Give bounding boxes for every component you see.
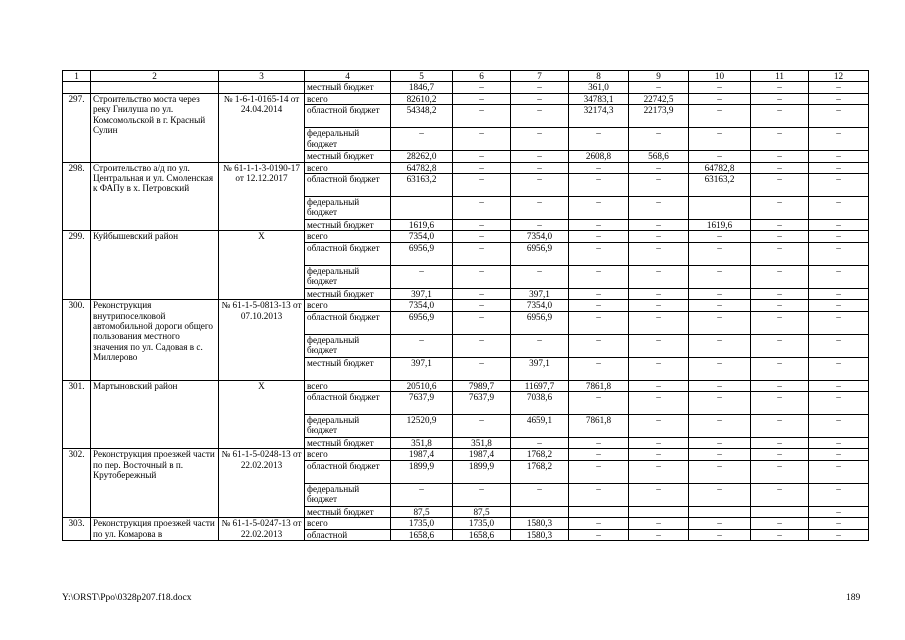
value-cell: – (629, 197, 689, 220)
value-cell: – (809, 128, 869, 151)
value-cell: – (809, 415, 869, 438)
table-row (63, 231, 869, 242)
row-number: 302. (63, 449, 91, 518)
value-cell: – (453, 483, 511, 506)
value-cell: 1619,6 (391, 220, 453, 231)
value-cell: – (511, 128, 569, 151)
header-cell: 4 (305, 71, 391, 82)
header-cell: 12 (809, 71, 869, 82)
header-cell: 8 (569, 71, 629, 82)
value-cell: – (569, 518, 629, 529)
value-cell: – (629, 265, 689, 288)
value-cell: 7038,6 (511, 392, 569, 415)
funding-source: федеральный бюджет (305, 415, 391, 438)
value-cell: – (809, 334, 869, 357)
value-cell: – (689, 300, 751, 311)
data-table (62, 70, 869, 541)
funding-source: федеральный бюджет (305, 483, 391, 506)
value-cell: – (809, 231, 869, 242)
value-cell: 7989,7 (453, 380, 511, 391)
value-cell: – (629, 392, 689, 415)
value-cell: – (809, 460, 869, 483)
object-name: Строительство а/д по ул. Центральная и ул. Смоленская к ФАПу в х. Петровский (91, 162, 219, 231)
funding-source: местный бюджет (305, 151, 391, 162)
value-cell: – (629, 460, 689, 483)
value-cell: – (511, 438, 569, 449)
object-name: Мартыновский район (91, 380, 219, 449)
value-cell: – (511, 174, 569, 197)
document-number: Х (219, 231, 305, 300)
value-cell: – (569, 392, 629, 415)
value-cell: – (751, 357, 809, 380)
value-cell: – (569, 288, 629, 299)
value-cell: – (569, 231, 629, 242)
value-cell (569, 506, 629, 517)
document-number: № 61-1-5-0248-13 от 22.02.2013 (219, 449, 305, 518)
value-cell: – (751, 82, 809, 93)
header-cell: 6 (453, 71, 511, 82)
value-cell: – (629, 380, 689, 391)
value-cell (391, 197, 453, 220)
value-cell: – (751, 311, 809, 334)
value-cell (689, 506, 751, 517)
value-cell: 568,6 (629, 151, 689, 162)
value-cell: – (569, 242, 629, 265)
value-cell: 397,1 (511, 288, 569, 299)
page-number: 189 (846, 593, 861, 603)
document-number: № 61-1-5-0247-13 от 22.02.2013 (219, 518, 305, 541)
value-cell: 6956,9 (391, 242, 453, 265)
value-cell (751, 506, 809, 517)
row-number: 299. (63, 231, 91, 300)
value-cell: 7354,0 (511, 231, 569, 242)
header-cell: 7 (511, 71, 569, 82)
value-cell (689, 197, 751, 220)
value-cell: – (453, 300, 511, 311)
funding-source: местный бюджет (305, 220, 391, 231)
value-cell: – (511, 220, 569, 231)
funding-source: местный бюджет (305, 82, 391, 93)
value-cell: 7354,0 (511, 300, 569, 311)
value-cell: 1580,3 (511, 529, 569, 540)
value-cell: – (751, 162, 809, 173)
table-row (63, 380, 869, 391)
value-cell: 6956,9 (511, 242, 569, 265)
funding-source: местный бюджет (305, 438, 391, 449)
value-cell: – (751, 288, 809, 299)
value-cell: – (629, 231, 689, 242)
value-cell: – (453, 288, 511, 299)
funding-source: всего (305, 300, 391, 311)
funding-source: всего (305, 518, 391, 529)
value-cell: 1987,4 (453, 449, 511, 460)
value-cell: – (809, 449, 869, 460)
value-cell: 1580,3 (511, 518, 569, 529)
value-cell: – (511, 197, 569, 220)
value-cell: – (751, 518, 809, 529)
value-cell: 12520,9 (391, 415, 453, 438)
value-cell: – (629, 220, 689, 231)
empty-cell (63, 82, 91, 93)
value-cell: – (629, 357, 689, 380)
value-cell: – (689, 357, 751, 380)
funding-source: местный бюджет (305, 288, 391, 299)
value-cell: – (689, 231, 751, 242)
value-cell: – (629, 300, 689, 311)
value-cell: – (809, 288, 869, 299)
value-cell: – (809, 311, 869, 334)
value-cell: – (453, 334, 511, 357)
value-cell: – (629, 415, 689, 438)
value-cell: 82610,2 (391, 93, 453, 104)
value-cell: – (453, 265, 511, 288)
value-cell: – (569, 162, 629, 173)
value-cell: – (809, 82, 869, 93)
value-cell: – (751, 380, 809, 391)
value-cell (629, 506, 689, 517)
value-cell: 7637,9 (391, 392, 453, 415)
value-cell: – (629, 449, 689, 460)
header-cell: 5 (391, 71, 453, 82)
value-cell: – (689, 449, 751, 460)
value-cell: – (751, 415, 809, 438)
funding-source: областной бюджет (305, 174, 391, 197)
value-cell: – (751, 392, 809, 415)
row-number: 301. (63, 380, 91, 449)
value-cell: – (453, 105, 511, 128)
value-cell: – (629, 311, 689, 334)
value-cell: – (689, 242, 751, 265)
table-row (63, 300, 869, 311)
funding-source: федеральный бюджет (305, 265, 391, 288)
value-cell: 54348,2 (391, 105, 453, 128)
value-cell: – (809, 380, 869, 391)
funding-source: всего (305, 449, 391, 460)
value-cell: – (751, 174, 809, 197)
funding-source: всего (305, 380, 391, 391)
value-cell: – (809, 242, 869, 265)
value-cell: – (569, 128, 629, 151)
value-cell: – (809, 174, 869, 197)
value-cell: 28262,0 (391, 151, 453, 162)
value-cell: – (689, 82, 751, 93)
value-cell: – (809, 105, 869, 128)
value-cell: – (453, 128, 511, 151)
value-cell: – (751, 334, 809, 357)
value-cell: – (751, 529, 809, 540)
value-cell: – (511, 265, 569, 288)
value-cell: 7354,0 (391, 231, 453, 242)
value-cell: – (751, 242, 809, 265)
value-cell: – (511, 483, 569, 506)
empty-cell (91, 82, 219, 93)
value-cell: – (809, 357, 869, 380)
object-name: Реконструкция внутрипоселковой автомобильной дороги общего пользования местного значения по ул. Садовая в с. Миллерово (91, 300, 219, 380)
funding-source: областной (305, 529, 391, 540)
value-cell: – (809, 529, 869, 540)
value-cell: – (629, 518, 689, 529)
value-cell: – (569, 357, 629, 380)
value-cell: – (569, 174, 629, 197)
value-cell: – (751, 460, 809, 483)
object-name: Строительство моста через реку Гнилуша по ул. Комсомольской в г. Красный Сулин (91, 93, 219, 162)
value-cell: 6956,9 (391, 311, 453, 334)
value-cell: – (453, 231, 511, 242)
value-cell: – (629, 162, 689, 173)
value-cell: 1987,4 (391, 449, 453, 460)
value-cell: – (511, 162, 569, 173)
value-cell: – (629, 128, 689, 151)
value-cell: 1735,0 (391, 518, 453, 529)
row-number: 303. (63, 518, 91, 541)
value-cell: 397,1 (391, 357, 453, 380)
value-cell: – (751, 220, 809, 231)
value-cell: 87,5 (391, 506, 453, 517)
value-cell: – (689, 265, 751, 288)
value-cell: 1899,9 (391, 460, 453, 483)
value-cell: – (391, 265, 453, 288)
value-cell: – (809, 438, 869, 449)
object-name: Реконструкция проезжей части по ул. Комарова в (91, 518, 219, 541)
value-cell: – (629, 438, 689, 449)
header-cell: 9 (629, 71, 689, 82)
value-cell: – (689, 105, 751, 128)
value-cell: – (569, 483, 629, 506)
value-cell: – (391, 483, 453, 506)
header-cell: 3 (219, 71, 305, 82)
value-cell: – (453, 357, 511, 380)
value-cell: 351,8 (453, 438, 511, 449)
value-cell: – (751, 151, 809, 162)
value-cell: – (751, 438, 809, 449)
value-cell: – (569, 334, 629, 357)
value-cell: 1619,6 (689, 220, 751, 231)
value-cell: – (689, 380, 751, 391)
value-cell: – (689, 128, 751, 151)
value-cell: – (569, 265, 629, 288)
value-cell: – (751, 265, 809, 288)
value-cell: – (689, 151, 751, 162)
value-cell: 1899,9 (453, 460, 511, 483)
value-cell: – (689, 415, 751, 438)
value-cell: – (629, 334, 689, 357)
value-cell: 87,5 (453, 506, 511, 517)
value-cell: – (809, 392, 869, 415)
row-number: 297. (63, 93, 91, 162)
funding-source: областной бюджет (305, 242, 391, 265)
value-cell: – (453, 174, 511, 197)
row-number: 300. (63, 300, 91, 380)
value-cell: 1658,6 (453, 529, 511, 540)
value-cell: 11697,7 (511, 380, 569, 391)
footer-file-path: Y:\ORST\Ppo\0328p207.f18.docx (62, 593, 192, 603)
value-cell: – (629, 483, 689, 506)
header-cell: 10 (689, 71, 751, 82)
value-cell: – (751, 483, 809, 506)
header-row (63, 71, 869, 82)
object-name: Реконструкция проезжей части по пер. Восточный в п. Крутобережный (91, 449, 219, 518)
value-cell: – (809, 300, 869, 311)
value-cell: 397,1 (391, 288, 453, 299)
value-cell: – (751, 300, 809, 311)
value-cell: 397,1 (511, 357, 569, 380)
value-cell: – (809, 483, 869, 506)
document-number: Х (219, 380, 305, 449)
funding-source: федеральный бюджет (305, 334, 391, 357)
value-cell: – (569, 300, 629, 311)
value-cell: – (751, 231, 809, 242)
value-cell: – (453, 162, 511, 173)
value-cell: – (391, 334, 453, 357)
value-cell: – (453, 220, 511, 231)
header-cell: 1 (63, 71, 91, 82)
funding-source: всего (305, 231, 391, 242)
value-cell: 63163,2 (689, 174, 751, 197)
value-cell: – (569, 197, 629, 220)
funding-source: федеральный бюджет (305, 128, 391, 151)
value-cell: – (689, 483, 751, 506)
value-cell: – (629, 529, 689, 540)
value-cell: – (809, 197, 869, 220)
value-cell: – (453, 415, 511, 438)
value-cell: – (751, 197, 809, 220)
value-cell: – (569, 438, 629, 449)
value-cell: 32174,3 (569, 105, 629, 128)
document-number: № 61-1-1-3-0190-17 от 12.12.2017 (219, 162, 305, 231)
funding-source: всего (305, 93, 391, 104)
value-cell: – (751, 449, 809, 460)
document-number: № 61-1-5-0813-13 от 07.10.2013 (219, 300, 305, 380)
value-cell: – (809, 151, 869, 162)
value-cell: – (629, 82, 689, 93)
value-cell: – (689, 438, 751, 449)
value-cell: 20510,6 (391, 380, 453, 391)
value-cell: – (809, 265, 869, 288)
document-number: № 1-6-1-0165-14 от 24.04.2014 (219, 93, 305, 162)
header-cell: 2 (91, 71, 219, 82)
value-cell: – (689, 460, 751, 483)
value-cell: – (453, 242, 511, 265)
value-cell: – (751, 105, 809, 128)
funding-source: областной бюджет (305, 460, 391, 483)
value-cell: – (453, 82, 511, 93)
object-name: Куйбышевский район (91, 231, 219, 300)
table-row (63, 93, 869, 104)
funding-source: местный бюджет (305, 506, 391, 517)
value-cell: 361,0 (569, 82, 629, 93)
table-row (63, 162, 869, 173)
value-cell: 22173,9 (629, 105, 689, 128)
row-number: 298. (63, 162, 91, 231)
value-cell: – (511, 105, 569, 128)
value-cell: – (391, 128, 453, 151)
funding-source: местный бюджет (305, 357, 391, 380)
value-cell: 22742,5 (629, 93, 689, 104)
value-cell: – (629, 288, 689, 299)
value-cell: – (689, 392, 751, 415)
value-cell: 7354,0 (391, 300, 453, 311)
value-cell: 351,8 (391, 438, 453, 449)
value-cell: 1735,0 (453, 518, 511, 529)
value-cell: – (689, 288, 751, 299)
value-cell: – (809, 93, 869, 104)
value-cell: – (569, 460, 629, 483)
value-cell: – (453, 197, 511, 220)
value-cell: – (569, 311, 629, 334)
value-cell: – (751, 93, 809, 104)
value-cell: – (809, 220, 869, 231)
value-cell: – (809, 162, 869, 173)
value-cell: 64782,8 (689, 162, 751, 173)
header-cell: 11 (751, 71, 809, 82)
value-cell: – (689, 334, 751, 357)
value-cell: – (629, 242, 689, 265)
value-cell: – (689, 311, 751, 334)
value-cell: – (511, 93, 569, 104)
value-cell: 7861,8 (569, 380, 629, 391)
value-cell: 1768,2 (511, 460, 569, 483)
value-cell: 1768,2 (511, 449, 569, 460)
funding-source: областной бюджет (305, 105, 391, 128)
funding-source: областной бюджет (305, 311, 391, 334)
value-cell: – (511, 151, 569, 162)
value-cell: 6956,9 (511, 311, 569, 334)
value-cell: 1658,6 (391, 529, 453, 540)
value-cell: 63163,2 (391, 174, 453, 197)
value-cell: 7861,8 (569, 415, 629, 438)
empty-cell (219, 82, 305, 93)
value-cell: – (809, 506, 869, 517)
value-cell: – (689, 518, 751, 529)
table-row (63, 518, 869, 529)
value-cell: 34783,1 (569, 93, 629, 104)
value-cell: – (511, 82, 569, 93)
value-cell: 64782,8 (391, 162, 453, 173)
value-cell: – (453, 93, 511, 104)
value-cell: – (569, 529, 629, 540)
funding-source: федеральный бюджет (305, 197, 391, 220)
value-cell: – (629, 174, 689, 197)
value-cell: – (809, 518, 869, 529)
table-row (63, 82, 869, 93)
value-cell: 4659,1 (511, 415, 569, 438)
value-cell: – (511, 334, 569, 357)
value-cell: – (751, 128, 809, 151)
value-cell: – (453, 151, 511, 162)
value-cell: – (569, 220, 629, 231)
value-cell: – (569, 449, 629, 460)
value-cell: – (689, 93, 751, 104)
value-cell: – (689, 529, 751, 540)
value-cell: – (453, 311, 511, 334)
value-cell: 1846,7 (391, 82, 453, 93)
value-cell (511, 506, 569, 517)
funding-source: всего (305, 162, 391, 173)
table-row (63, 449, 869, 460)
value-cell: 2608,8 (569, 151, 629, 162)
funding-source: областной бюджет (305, 392, 391, 415)
value-cell: 7637,9 (453, 392, 511, 415)
